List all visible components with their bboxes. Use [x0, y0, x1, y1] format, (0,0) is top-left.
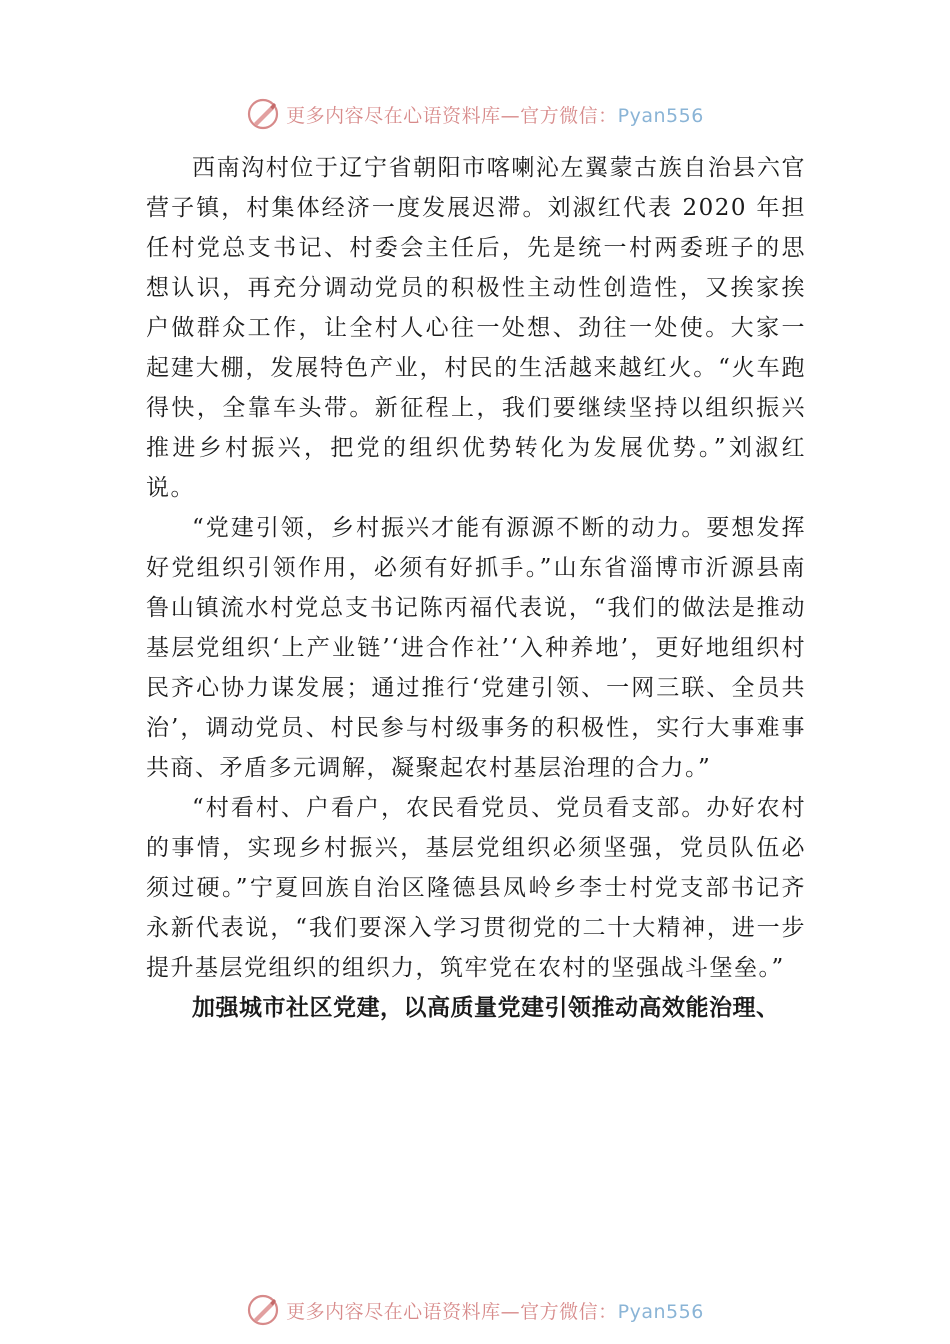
section-heading: 加强城市社区党建，以高质量党建引领推动高效能治理、 — [192, 995, 780, 1021]
watermark-header — [0, 94, 950, 134]
paragraph-2: “党建引领，乡村振兴才能有源源不断的动力。要想发挥好党组织引领作用，必须有好抓手。”山东省淄博市沂源县南鲁山镇流水村党总支书记陈丙福代表说，“我们的做法是推动基层党组织‘上产业链’‘进合作社’‘入种养地’，更好地组织村民齐心协力谋发展；通过推行‘党建引领、一网三联、全员共治’，调动党员、村民参与村级事务的积极性，实行大事难事共商、矛盾多元调解，凝聚起农村基层治理的合力。” — [146, 515, 806, 781]
watermark-text: 更多内容尽在心语资料库—官方微信：Pyan556 — [286, 1300, 704, 1323]
watermark-text: 更多内容尽在心语资料库—官方微信：Pyan556 — [286, 104, 704, 127]
paragraph-3: “村看村、户看户，农民看党员、党员看支部。办好农村的事情，实现乡村振兴，基层党组织必须坚强，党员队伍必须过硬。”宁夏回族自治区隆德县凤岭乡李士村党支部书记齐永新代表说，“我们要深入学习贯彻党的二十大精神，进一步提升基层党组织的组织力，筑牢党在农村的坚强战斗堡垒。” — [146, 795, 806, 981]
pen-logo-icon — [246, 1293, 280, 1327]
pen-logo-icon — [246, 97, 280, 131]
paragraph-1: 西南沟村位于辽宁省朝阳市喀喇沁左翼蒙古族自治县六官营子镇，村集体经济一度发展迟滞。刘淑红代表 2020 年担任村党总支书记、村委会主任后，先是统一村两委班子的思想认识，再充分调动党员的积极性主动性创造性，又挨家挨户做群众工作，让全村人心往一处想、劲往一处使。大家一起建大棚，发展特色产业，村民的生活越来越红火。“火车跑得快，全靠车头带。新征程上，我们要继续坚持以组织振兴推进乡村振兴，把党的组织优势转化为发展优势。”刘淑红说。 — [146, 155, 806, 501]
watermark-footer — [0, 1290, 950, 1330]
document-body — [146, 148, 806, 1028]
